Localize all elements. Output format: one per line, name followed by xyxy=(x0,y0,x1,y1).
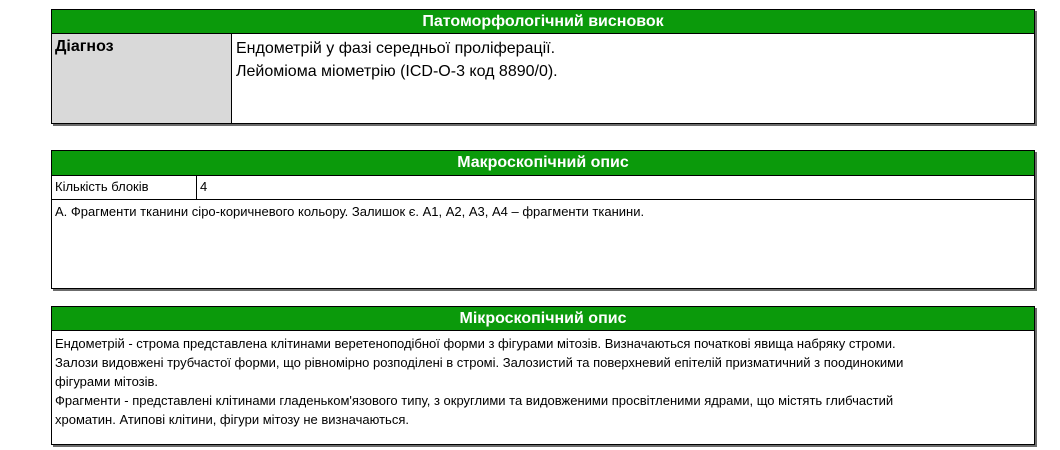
micro-description xyxy=(52,331,1034,432)
blocks-label: Кількість блоків xyxy=(52,176,197,199)
micro-line: Фрагменти - представлені клітинами гладеньком'язового типу, з округлими та видовженими просвітленими ядрами, що містять глибчастий xyxy=(55,393,894,408)
conclusion-section xyxy=(51,9,1035,124)
micro-line: Залози видовжені трубчастої форми, що рівномірно розподілені в стромі. Залозистий та поверхневий епітелій призматичний з поодинокими xyxy=(55,355,904,370)
diagnosis-row xyxy=(52,34,1034,123)
diagnosis-label: Діагноз xyxy=(52,34,232,123)
blocks-value: 4 xyxy=(200,179,208,194)
blocks-row xyxy=(52,176,1034,200)
micro-line: фігурами мітозів. xyxy=(55,374,159,389)
micro-section xyxy=(51,306,1035,445)
macro-header: Макроскопічний опис xyxy=(52,151,1034,176)
diagnosis-value xyxy=(232,34,1034,123)
macro-description: А. Фрагменти тканини сіро-коричневого кольору. Залишок є. А1, А2, А3, А4 – фрагменти тканини. xyxy=(55,204,645,219)
macro-section xyxy=(51,150,1035,289)
conclusion-header: Патоморфологічний висновок xyxy=(52,10,1034,34)
diagnosis-line: Лейоміома міометрію (ICD-O-3 код 8890/0). xyxy=(236,63,558,80)
micro-line: хроматин. Атипові клітини, фігури мітозу не визначаються. xyxy=(55,412,409,427)
micro-line: Ендометрій - строма представлена клітинами веретеноподібної форми з фігурами мітозів. Визначаються початкові явища набряку строми. xyxy=(55,336,896,351)
diagnosis-line: Ендометрій у фазі середньої проліферації. xyxy=(236,40,556,57)
micro-header: Мікроскопічний опис xyxy=(52,307,1034,331)
